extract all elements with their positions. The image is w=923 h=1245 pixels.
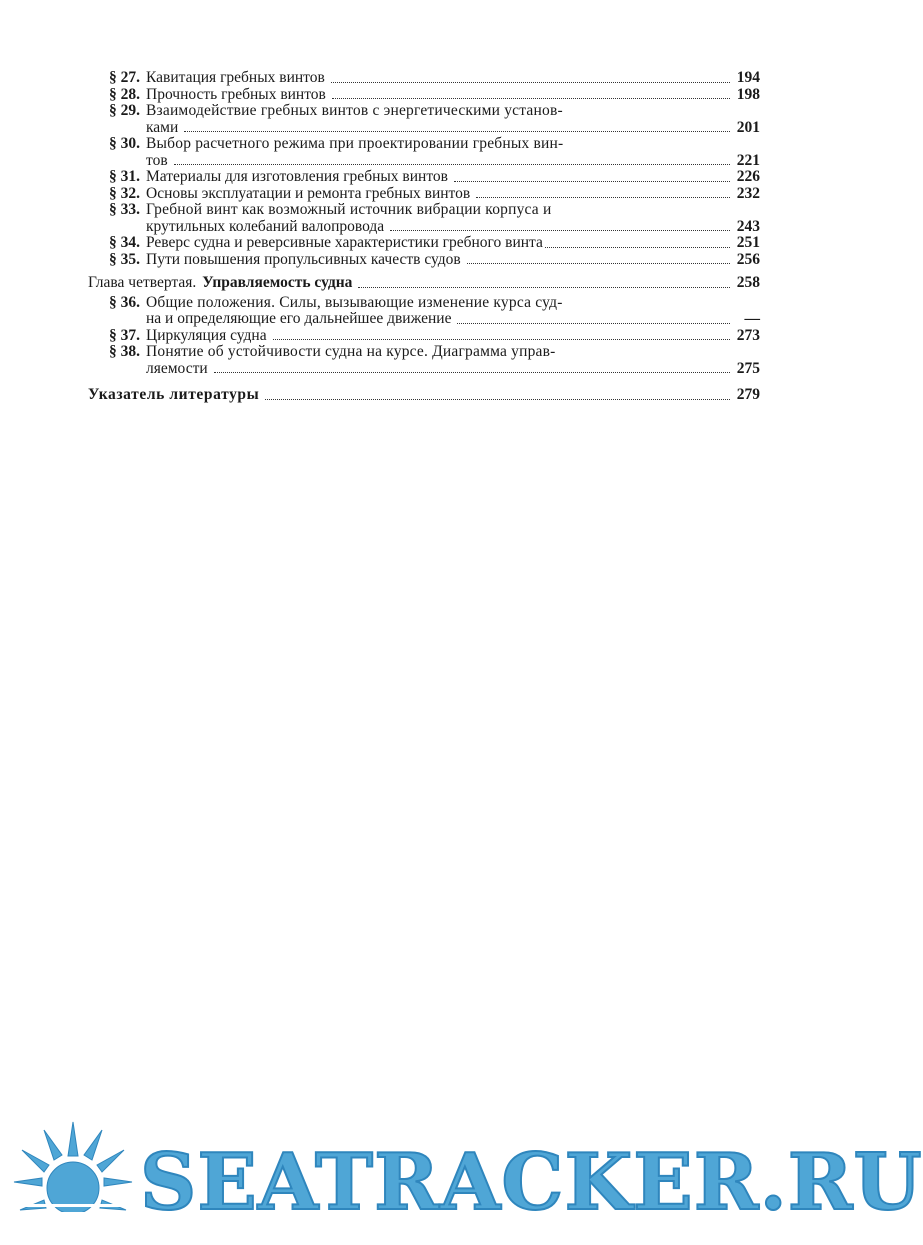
dot-leader bbox=[331, 81, 730, 83]
dot-leader bbox=[174, 163, 730, 165]
toc-entry bbox=[88, 295, 760, 328]
page-number: 221 bbox=[736, 151, 760, 169]
entry-title: Пути повышения пропульсивных качеств судов bbox=[146, 250, 461, 268]
literature-title: Указатель литературы bbox=[88, 386, 260, 403]
dot-leader bbox=[390, 229, 730, 231]
watermark-logo bbox=[12, 1120, 923, 1238]
section-number: § 37. bbox=[109, 326, 140, 344]
toc-entry bbox=[88, 169, 760, 186]
section-number: § 36. bbox=[109, 293, 140, 311]
entry-title-cont: крутильных колебаний валопровода bbox=[146, 217, 385, 235]
page-number: 251 bbox=[736, 234, 760, 251]
dot-leader bbox=[332, 97, 730, 99]
section-number: § 29. bbox=[109, 102, 140, 119]
page-number: — bbox=[744, 310, 760, 327]
toc-entry bbox=[88, 252, 760, 269]
section-number: § 30. bbox=[109, 135, 140, 152]
literature-entry bbox=[88, 387, 760, 404]
entry-title: Понятие об устойчивости судна на курсе. Диаграмма управ- bbox=[146, 343, 556, 360]
dot-leader bbox=[184, 130, 730, 132]
toc-entry bbox=[88, 87, 760, 104]
entry-title-cont: ляемости bbox=[146, 359, 208, 377]
dot-leader bbox=[467, 262, 730, 264]
sun-icon bbox=[12, 1120, 134, 1238]
page-number: 226 bbox=[736, 168, 760, 185]
page-number: 194 bbox=[736, 69, 760, 86]
section-number: § 31. bbox=[109, 168, 140, 185]
toc-entry bbox=[88, 70, 760, 87]
section-number: § 34. bbox=[109, 234, 140, 251]
dot-leader bbox=[214, 371, 730, 373]
entry-title: Реверс судна и реверсивные характеристики гребного винта bbox=[146, 234, 543, 251]
entry-title: Общие положения. Силы, вызывающие изменение курса суд- bbox=[146, 293, 563, 311]
dot-leader bbox=[454, 180, 730, 182]
entry-title: Выбор расчетного режима при проектировании гребных вин- bbox=[146, 135, 564, 152]
chapter-heading bbox=[88, 275, 760, 292]
dot-leader bbox=[476, 196, 730, 198]
page-number: 243 bbox=[736, 217, 760, 235]
toc-entry bbox=[88, 235, 760, 252]
toc-entry bbox=[88, 136, 760, 169]
toc-entry bbox=[88, 103, 760, 136]
toc-entry bbox=[88, 186, 760, 203]
dot-leader bbox=[358, 286, 730, 288]
section-number: § 33. bbox=[109, 201, 140, 218]
section-number: § 38. bbox=[109, 343, 140, 360]
dot-leader bbox=[265, 398, 730, 400]
toc-entry bbox=[88, 344, 760, 377]
entry-title: Основы эксплуатации и ремонта гребных винтов bbox=[146, 184, 471, 202]
dot-leader bbox=[273, 338, 730, 340]
page-number: 279 bbox=[736, 386, 760, 403]
section-number: § 27. bbox=[109, 69, 140, 86]
page-number: 273 bbox=[736, 326, 760, 344]
entry-title: Кавитация гребных винтов bbox=[146, 69, 325, 86]
page-number: 275 bbox=[736, 359, 760, 377]
entry-title-cont: тов bbox=[146, 151, 168, 169]
page-number: 258 bbox=[736, 274, 760, 291]
dot-leader bbox=[457, 322, 730, 324]
page-number: 232 bbox=[736, 184, 760, 202]
entry-title: Взаимодействие гребных винтов с энергетическими установ- bbox=[146, 102, 563, 119]
entry-title: Прочность гребных винтов bbox=[146, 85, 326, 103]
chapter-prefix: Глава четвертая. bbox=[88, 274, 197, 291]
page-number: 198 bbox=[736, 85, 760, 103]
entry-title-cont: ками bbox=[146, 118, 179, 136]
toc-entry bbox=[88, 328, 760, 345]
page-number: 256 bbox=[736, 250, 760, 268]
section-number: § 35. bbox=[109, 250, 140, 268]
toc-entry bbox=[88, 202, 760, 235]
dot-leader bbox=[545, 246, 730, 248]
watermark-text: SEATRACKER.RU bbox=[140, 1137, 923, 1228]
table-of-contents bbox=[88, 70, 760, 404]
section-number: § 28. bbox=[109, 85, 140, 103]
page-number: 201 bbox=[736, 118, 760, 136]
entry-title-cont: на и определяющие его дальнейшее движение bbox=[146, 310, 452, 327]
entry-title: Материалы для изготовления гребных винтов bbox=[146, 168, 448, 185]
chapter-title: Управляемость судна bbox=[202, 274, 353, 291]
entry-title: Циркуляция судна bbox=[146, 326, 267, 344]
entry-title: Гребной винт как возможный источник вибрации корпуса и bbox=[146, 201, 552, 218]
section-number: § 32. bbox=[109, 184, 140, 202]
